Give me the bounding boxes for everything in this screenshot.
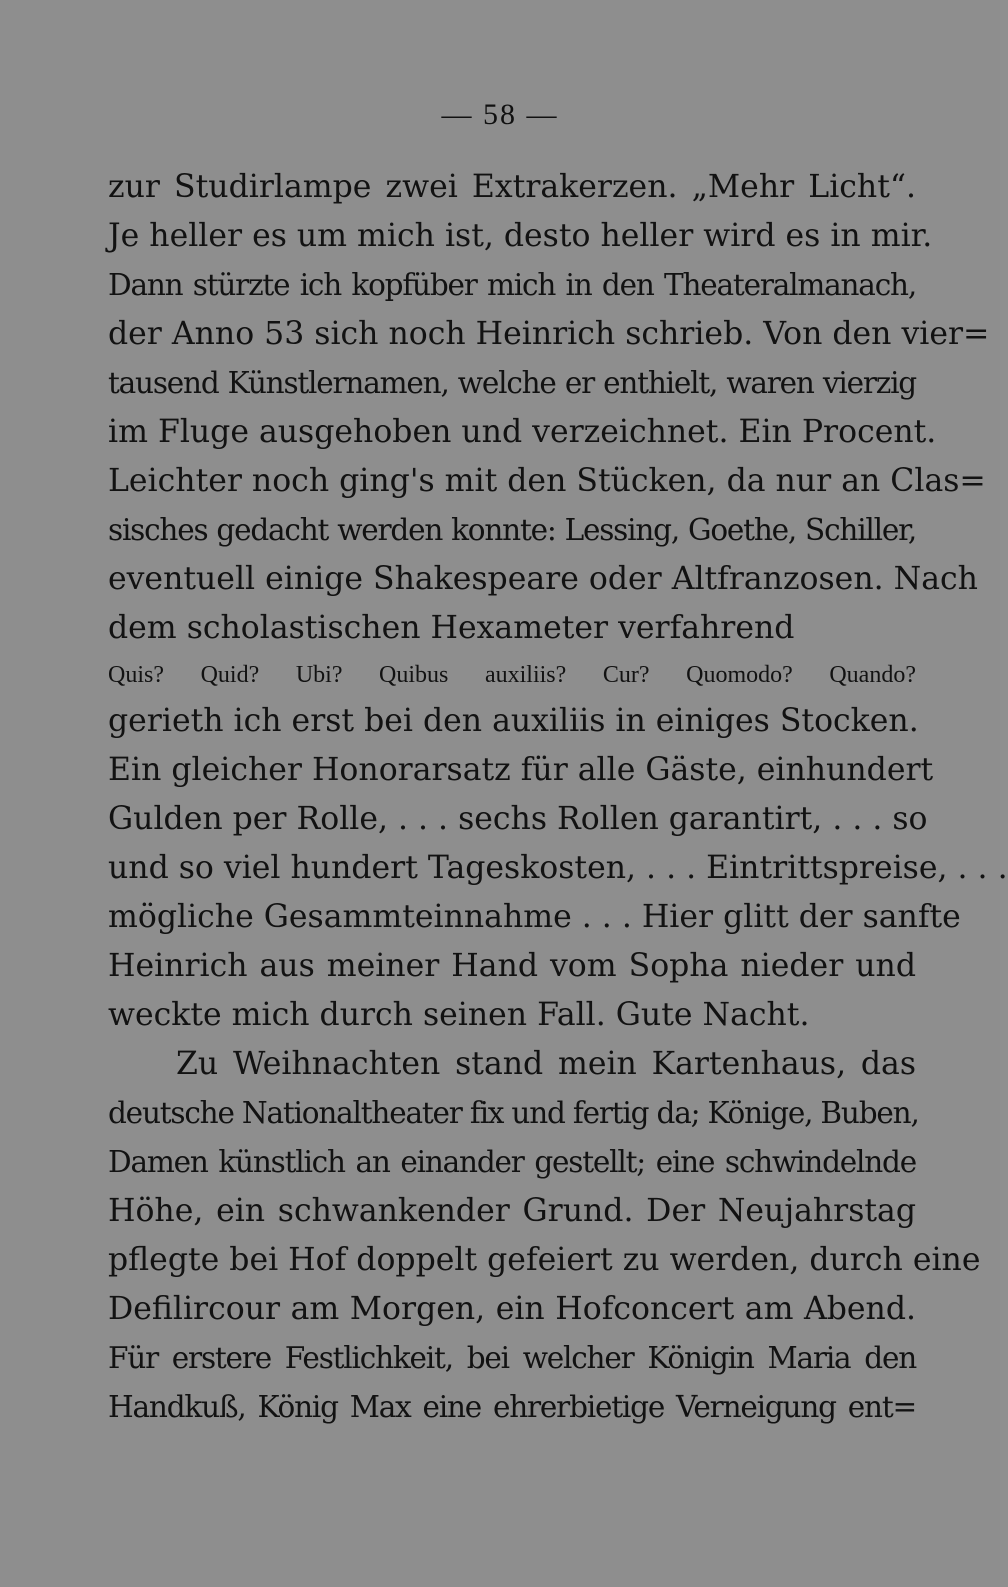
text-line: Gulden per Rolle, . . . sechs Rollen garantirt, . . . so: [108, 801, 928, 837]
text-line: pflegte bei Hof doppelt gefeiert zu werden, durch eine: [108, 1242, 981, 1278]
text-line: Ein gleicher Honorarsatz für alle Gäste, einhundert: [108, 752, 934, 788]
text-line: Damen künstlich an einander gestellt; eine schwindelnde: [108, 1145, 916, 1179]
latin-hexameter-line: Quis? Quid? Ubi? Quibus auxiliis? Cur? Quomodo? Quando?: [108, 662, 916, 688]
text-line: Dann stürzte ich kopfüber mich in den Theateralmanach,: [108, 268, 916, 302]
paragraph-first-line: Zu Weihnachten stand mein Kartenhaus, das: [176, 1046, 916, 1082]
text-line: Höhe, ein schwankender Grund. Der Neujahrstag: [108, 1193, 916, 1229]
text-line: Defilircour am Morgen, ein Hofconcert am Abend.: [108, 1291, 916, 1327]
text-line: Handkuß, König Max eine ehrerbietige Verneigung ent=: [108, 1390, 916, 1424]
body-text: [108, 163, 1008, 1432]
text-line: mögliche Gesammteinnahme . . . Hier glitt der sanfte: [108, 899, 961, 935]
text-line: Für erstere Festlichkeit, bei welcher Königin Maria den: [108, 1341, 916, 1375]
text-line: tausend Künstlernamen, welche er enthielt, waren vierzig: [108, 366, 916, 400]
text-line: deutsche Nationaltheater fix und fertig da; Könige, Buben,: [108, 1096, 919, 1130]
text-line: im Fluge ausgehoben und verzeichnet. Ein Procent.: [108, 414, 937, 450]
text-line: Leichter noch ging's mit den Stücken, da nur an Clas=: [108, 463, 986, 499]
text-line: Je heller es um mich ist, desto heller wird es in mir.: [108, 218, 933, 254]
text-line: der Anno 53 sich noch Heinrich schrieb. Von den vier=: [108, 316, 990, 352]
text-line: zur Studirlampe zwei Extrakerzen. „Mehr Licht“.: [108, 169, 916, 205]
text-line: gerieth ich erst bei den auxiliis in einiges Stocken.: [108, 703, 919, 739]
text-line: Heinrich aus meiner Hand vom Sopha nieder und: [108, 948, 916, 984]
text-line: dem scholastischen Hexameter verfahrend: [108, 610, 795, 646]
text-line: eventuell einige Shakespeare oder Altfranzosen. Nach: [108, 561, 978, 597]
text-line: weckte mich durch seinen Fall. Gute Nacht.: [108, 997, 810, 1033]
page-number: — 58 —: [441, 98, 559, 131]
text-line: und so viel hundert Tageskosten, . . . Eintrittspreise, . . .: [108, 850, 1008, 886]
text-line: sisches gedacht werden konnte: Lessing, Goethe, Schiller,: [108, 513, 916, 547]
